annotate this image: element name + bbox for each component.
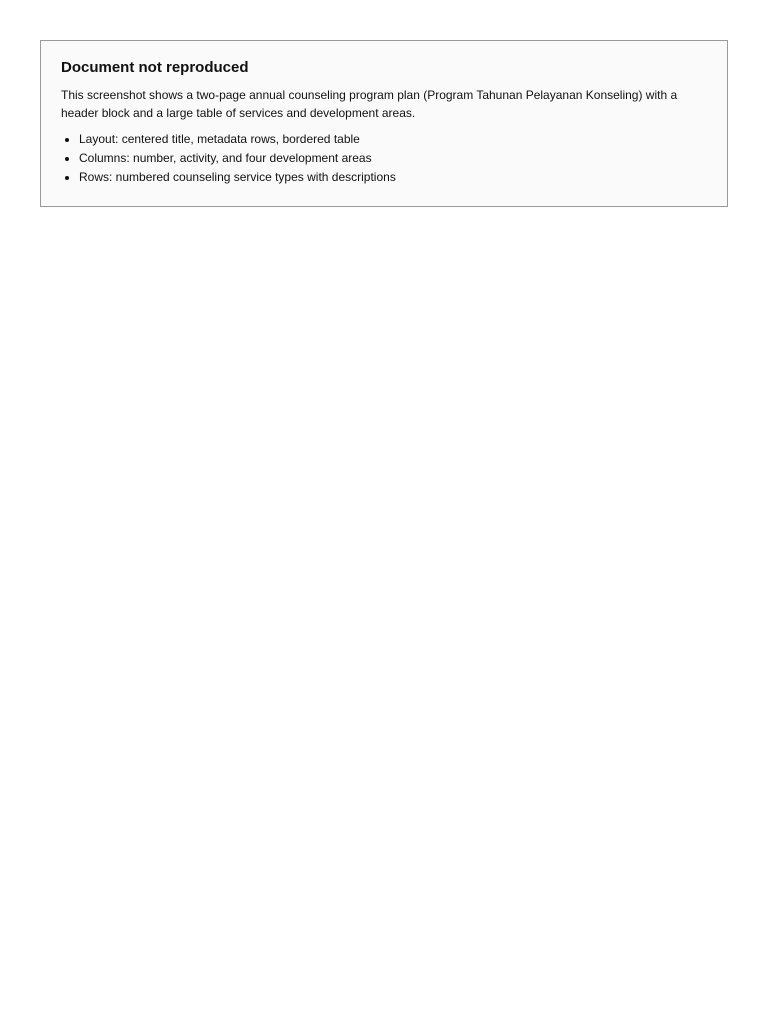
notice-body: This screenshot shows a two-page annual counseling program plan (Program Tahunan Pelayanan Konseling) with a header block and a large table of services and development areas.	[61, 88, 678, 120]
notice-points	[79, 130, 707, 188]
notice-heading: Document not reproduced	[61, 59, 249, 76]
notice-point: • Rows: numbered counseling service types with descriptions	[79, 168, 707, 187]
notice-point: • Columns: number, activity, and four development areas	[79, 149, 707, 168]
notice-point: • Layout: centered title, metadata rows, bordered table	[79, 130, 707, 149]
notice-panel	[40, 40, 728, 207]
